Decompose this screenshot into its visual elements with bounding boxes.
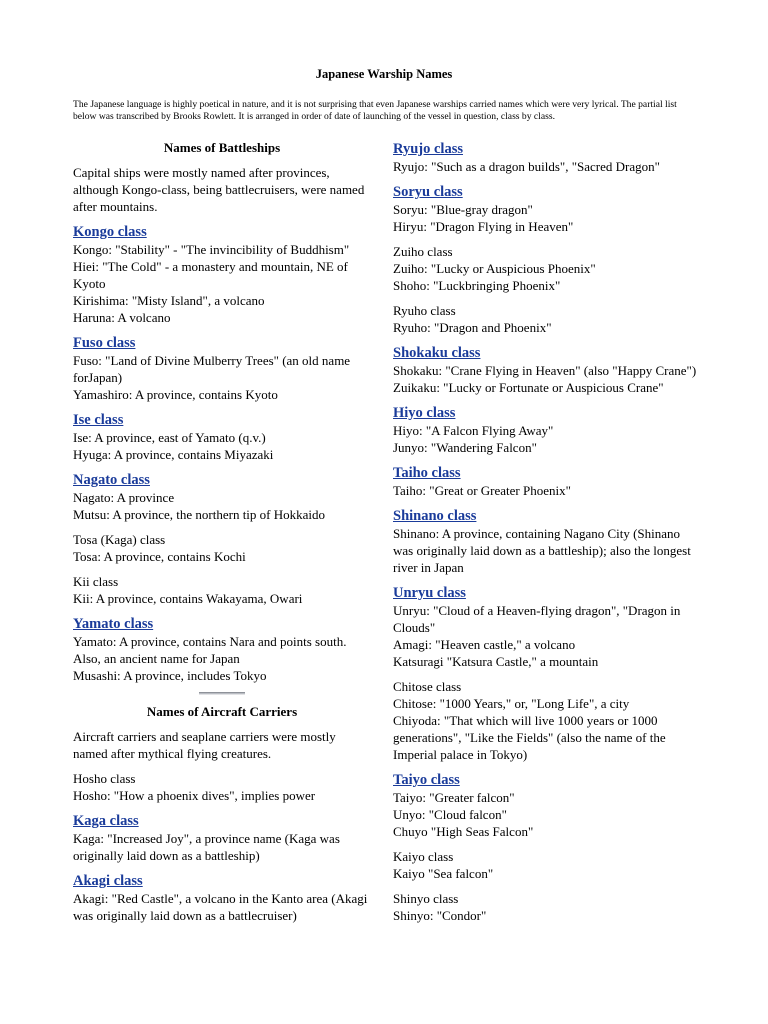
battleships-intro: Capital ships were mostly named after provinces, although Kongo-class, being battlecruisers, were named after mountains. xyxy=(73,165,365,214)
class-link-fuso-class[interactable]: Fuso class xyxy=(73,335,136,351)
ship-class-ryujo-class xyxy=(393,140,698,175)
class-link-ryujo-class[interactable]: Ryujo class xyxy=(393,141,463,157)
ship-entry: Chuyo "High Seas Falcon" xyxy=(393,824,534,839)
left-column xyxy=(73,139,371,932)
ship-entry: Kaga: "Increased Joy", a province name (Kaga was originally laid down as a battleship) xyxy=(73,831,340,863)
ship-class-hosho-class xyxy=(73,770,371,804)
ship-entry: Zuiho: "Lucky or Auspicious Phoenix" xyxy=(393,261,596,276)
ship-class-shokaku-class xyxy=(393,344,698,396)
ship-entry: Mutsu: A province, the northern tip of Hokkaido xyxy=(73,507,326,522)
carrier-classes-left xyxy=(73,770,371,924)
ship-entry: Ryujo: "Such as a dragon builds", "Sacred Dragon" xyxy=(393,159,660,174)
ship-class-taiho-class xyxy=(393,464,698,499)
battleship-classes xyxy=(73,223,371,684)
ship-class-tosa-kaga-class xyxy=(73,531,371,565)
ship-class-hiyo-class xyxy=(393,404,698,456)
ship-entry: Unryu: "Cloud of a Heaven-flying dragon", "Dragon in Clouds" xyxy=(393,603,681,635)
class-link-akagi-class[interactable]: Akagi class xyxy=(73,873,143,889)
class-link-taiho-class[interactable]: Taiho class xyxy=(393,465,461,481)
ship-entry: Fuso: "Land of Divine Mulberry Trees" (an old name forJapan) xyxy=(73,353,351,385)
class-link-yamato-class[interactable]: Yamato class xyxy=(73,616,154,632)
class-link-taiyo-class[interactable]: Taiyo class xyxy=(393,772,460,788)
ship-entry: Shoho: "Luckbringing Phoenix" xyxy=(393,278,561,293)
ship-class-nagato-class xyxy=(73,471,371,523)
carriers-heading: Names of Aircraft Carriers xyxy=(146,704,298,719)
battleships-heading: Names of Battleships xyxy=(163,140,281,155)
class-link-kongo-class[interactable]: Kongo class xyxy=(73,224,147,240)
ship-entry: Kirishima: "Misty Island", a volcano xyxy=(73,293,265,308)
ship-class-ise-class xyxy=(73,411,371,463)
ship-entry: Shinyo: "Condor" xyxy=(393,908,487,923)
ship-entry: Hyuga: A province, contains Miyazaki xyxy=(73,447,274,462)
class-link-hiyo-class[interactable]: Hiyo class xyxy=(393,405,456,421)
class-label-ryuho-class: Ryuho class xyxy=(393,303,456,318)
ship-entry: Nagato: A province xyxy=(73,490,175,505)
ship-class-zuiho-class xyxy=(393,243,698,294)
ship-class-ryuho-class xyxy=(393,302,698,336)
ship-entry: Kii: A province, contains Wakayama, Owari xyxy=(73,591,303,606)
ship-class-unryu-class xyxy=(393,584,698,670)
ship-entry: Hiei: "The Cold" - a monastery and mountain, NE of Kyoto xyxy=(73,259,348,291)
ship-class-yamato-class xyxy=(73,615,371,684)
class-label-shinyo-class: Shinyo class xyxy=(393,891,459,906)
ship-entry: Unyo: "Cloud falcon" xyxy=(393,807,507,822)
class-label-kaiyo-class: Kaiyo class xyxy=(393,849,454,864)
ship-entry: Hiyo: "A Falcon Flying Away" xyxy=(393,423,554,438)
ship-entry: Yamashiro: A province, contains Kyoto xyxy=(73,387,278,402)
class-link-ise-class[interactable]: Ise class xyxy=(73,412,124,428)
ship-entry: Taiyo: "Greater falcon" xyxy=(393,790,515,805)
ship-class-fuso-class xyxy=(73,334,371,403)
class-link-unryu-class[interactable]: Unryu class xyxy=(393,585,466,601)
ship-entry: Haruna: A volcano xyxy=(73,310,171,325)
class-link-soryu-class[interactable]: Soryu class xyxy=(393,184,463,200)
class-label-kii-class: Kii class xyxy=(73,574,119,589)
page-title: Japanese Warship Names xyxy=(315,67,453,81)
ship-entry: Amagi: "Heaven castle," a volcano xyxy=(393,637,576,652)
ship-entry: Ryuho: "Dragon and Phoenix" xyxy=(393,320,552,335)
ship-entry: Junyo: "Wandering Falcon" xyxy=(393,440,537,455)
class-link-shokaku-class[interactable]: Shokaku class xyxy=(393,345,481,361)
ship-entry: Shinano: A province, containing Nagano City (Shinano was originally laid down as a battleship); also the longest river in Japan xyxy=(393,526,691,575)
ship-entry: Akagi: "Red Castle", a volcano in the Kanto area (Akagi was originally laid down as a battlecruiser) xyxy=(73,891,368,923)
ship-entry: Ise: A province, east of Yamato (q.v.) xyxy=(73,430,266,445)
ship-entry: Hosho: "How a phoenix dives", implies power xyxy=(73,788,316,803)
ship-entry: Chitose: "1000 Years," or, "Long Life", a city xyxy=(393,696,630,711)
class-label-tosa-kaga-class: Tosa (Kaga) class xyxy=(73,532,166,547)
intro-paragraph: The Japanese language is highly poetical in nature, and it is not surprising that even Japanese warships carried names which were very lyrical. The partial list below was transcribed by Brooks Rowlett. It is arranged in order of date of launching of the vessel in question, class by class. xyxy=(73,99,677,122)
ship-class-shinano-class xyxy=(393,507,698,576)
ship-entry: Katsuragi "Katsura Castle," a mountain xyxy=(393,654,599,669)
ship-class-kaiyo-class xyxy=(393,848,698,882)
ship-class-taiyo-class xyxy=(393,771,698,840)
ship-class-soryu-class xyxy=(393,183,698,235)
section-divider xyxy=(199,692,245,695)
ship-entry: Soryu: "Blue-gray dragon" xyxy=(393,202,533,217)
ship-entry: Taiho: "Great or Greater Phoenix" xyxy=(393,483,571,498)
ship-entry: Musashi: A province, includes Tokyo xyxy=(73,668,267,683)
ship-class-shinyo-class xyxy=(393,890,698,924)
class-label-zuiho-class: Zuiho class xyxy=(393,244,453,259)
ship-entry: Tosa: A province, contains Kochi xyxy=(73,549,246,564)
ship-entry: Zuikaku: "Lucky or Fortunate or Auspicious Crane" xyxy=(393,380,664,395)
ship-entry: Kongo: "Stability" - "The invincibility of Buddhism" xyxy=(73,242,350,257)
ship-class-kongo-class xyxy=(73,223,371,326)
ship-class-chitose-class xyxy=(393,678,698,763)
carriers-intro: Aircraft carriers and seaplane carriers were mostly named after mythical flying creatures. xyxy=(73,729,336,761)
ship-entry: Shokaku: "Crane Flying in Heaven" (also "Happy Crane") xyxy=(393,363,697,378)
right-column xyxy=(393,140,698,932)
ship-entry: Kaiyo "Sea falcon" xyxy=(393,866,494,881)
class-label-chitose-class: Chitose class xyxy=(393,679,462,694)
ship-class-kii-class xyxy=(73,573,371,607)
class-label-hosho-class: Hosho class xyxy=(73,771,136,786)
ship-class-akagi-class xyxy=(73,872,371,924)
class-link-kaga-class[interactable]: Kaga class xyxy=(73,813,139,829)
ship-entry: Hiryu: "Dragon Flying in Heaven" xyxy=(393,219,574,234)
ship-entry: Yamato: A province, contains Nara and points south. Also, an ancient name for Japan xyxy=(73,634,347,666)
ship-class-kaga-class xyxy=(73,812,371,864)
ship-entry: Chiyoda: "That which will live 1000 years or 1000 generations", "Like the Fields" (also the name of the Imperial palace in Tokyo) xyxy=(393,713,666,762)
class-link-shinano-class[interactable]: Shinano class xyxy=(393,508,477,524)
class-link-nagato-class[interactable]: Nagato class xyxy=(73,472,150,488)
